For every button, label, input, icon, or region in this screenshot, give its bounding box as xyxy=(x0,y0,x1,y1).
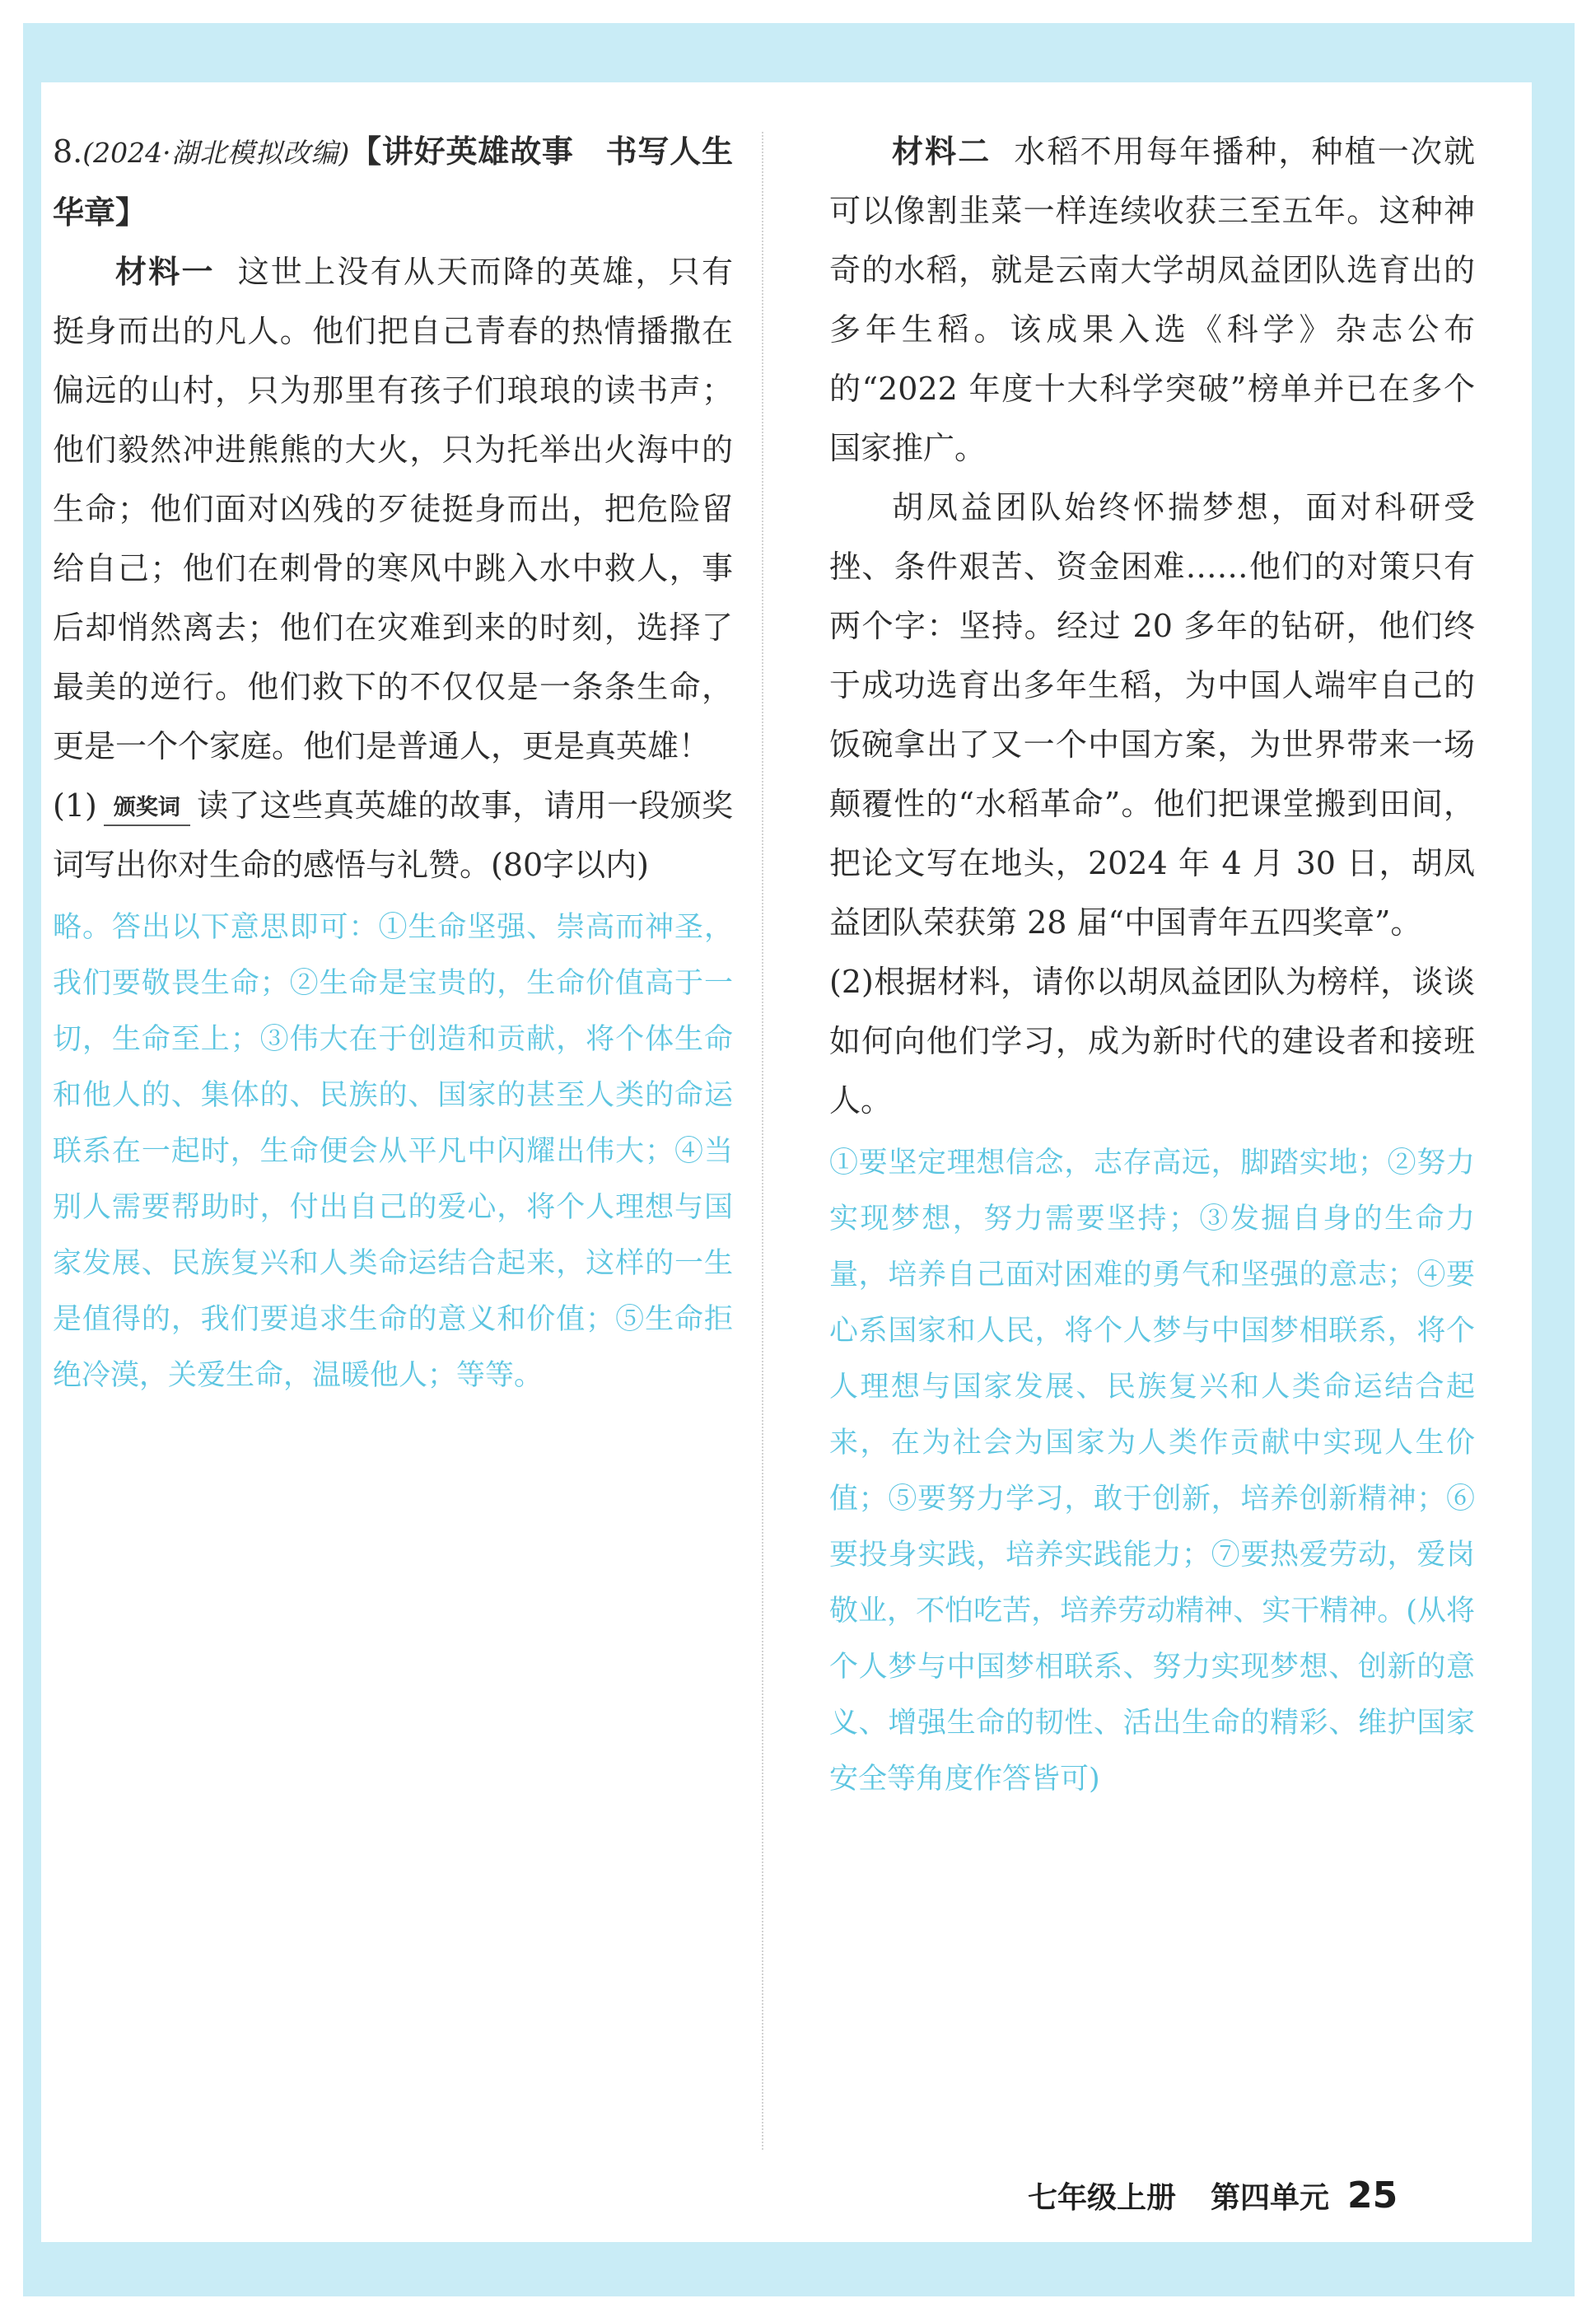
question-title: 【讲好英雄故事 书写人生华章】 xyxy=(53,133,733,231)
sub-question-1-number: (1) xyxy=(53,787,97,824)
award-speech-tag: 颁奖词 xyxy=(104,792,190,826)
page-frame-left xyxy=(23,23,41,2296)
page-frame-top xyxy=(23,23,1575,84)
material-two-text-1: 水稻不用每年播种，种植一次就可以像割韭菜一样连续收获三至五年。这种神奇的水稻，就是云南大学胡凤益团队选育出的多年生稻。该成果入选《科学》杂志公布的“2022 年度十大科学突破”榜单并已在多个国家推广。 xyxy=(829,133,1475,466)
question-source: (2024·湖北模拟改编) xyxy=(82,137,350,169)
material-two-paragraph-2: 胡凤益团队始终怀揣梦想，面对科研受挫、条件艰苦、资金困难……他们的对策只有两个字：坚持。经过 20 多年的钻研，他们终于成功选育出多年生稻，为中国人端牢自己的饭碗拿出了又一个中国方案，为世界带来一场颠覆性的“水稻革命”。他们把课堂搬到田间，把论文写在地头，2024 年 4 月 30 日，胡凤益团队荣获第 28 届“中国青年五四奖章”。 xyxy=(829,489,1475,941)
sub-question-2: (2)根据材料，请你以胡凤益团队为榜样，谈谈如何向他们学习，成为新时代的建设者和接班人。 xyxy=(829,964,1475,1119)
material-one-label: 材料一 xyxy=(115,254,215,290)
page-frame-right xyxy=(1532,23,1575,2296)
sub-question-1-text: 读了这些真英雄的故事，请用一段颁奖词写出你对生命的感悟与礼赞。(80字以内) xyxy=(53,787,733,883)
material-one-text: 这世上没有从天而降的英雄，只有挺身而出的凡人。他们把自己青春的热情播撒在偏远的山村，只为那里有孩子们琅琅的读书声；他们毅然冲进熊熊的大火，只为托举出火海中的生命；他们面对凶残的歹徒挺身而出，把危险留给自己；他们在刺骨的寒风中跳入水中救人，事后却悄然离去；他们在灾难到来的时刻，选择了最美的逆行。他们救下的不仅仅是一条条生命，更是一个个家庭。他们是普通人，更是真英雄！ xyxy=(53,254,733,764)
material-one xyxy=(53,242,733,776)
footer-grade: 七年级上册 xyxy=(1028,2181,1177,2215)
sub-question-1 xyxy=(53,776,733,895)
right-column xyxy=(829,122,1475,1807)
answer-2: ①要坚定理想信念，志存高远，脚踏实地；②努力实现梦想，努力需要坚持；③发掘自身的生命力量，培养自己面对困难的勇气和坚强的意志；④要心系国家和人民，将个人梦与中国梦相联系，将个人理想与国家发展、民族复兴和人类命运结合起来，在为社会为国家为人类作贡献中实现人生价值；⑤要努力学习，敢于创新，培养创新精神；⑥要投身实践，培养实践能力；⑦要热爱劳动，爱岗敬业，不怕吃苦，培养劳动精神、实干精神。(从将个人梦与中国梦相联系、努力实现梦想、创新的意义、增强生命的韧性、活出生命的精彩、维护国家安全等角度作答皆可) xyxy=(829,1147,1475,1796)
material-two-paragraph-1 xyxy=(829,122,1475,478)
page-footer xyxy=(1028,2175,1398,2232)
question-header xyxy=(53,122,733,242)
footer-unit: 第四单元 xyxy=(1211,2181,1330,2215)
answer-1: 略。答出以下意思即可：①生命坚强、崇高而神圣，我们要敬畏生命；②生命是宝贵的，生命价值高于一切，生命至上；③伟大在于创造和贡献，将个体生命和他人的、集体的、民族的、国家的甚至人类的命运联系在一起时，生命便会从平凡中闪耀出伟大；④当别人需要帮助时，付出自己的爱心，将个人理想与国家发展、民族复兴和人类命运结合起来，这样的一生是值得的，我们要追求生命的意义和价值；⑤生命拒绝冷漠，关爱生命，温暖他人；等等。 xyxy=(53,911,733,1392)
column-divider xyxy=(762,132,763,2150)
material-two-label: 材料二 xyxy=(892,133,992,170)
page-frame-bottom xyxy=(23,2242,1575,2296)
left-column xyxy=(53,122,733,1404)
page-number: 25 xyxy=(1347,2175,1398,2217)
question-number: 8. xyxy=(53,133,83,170)
